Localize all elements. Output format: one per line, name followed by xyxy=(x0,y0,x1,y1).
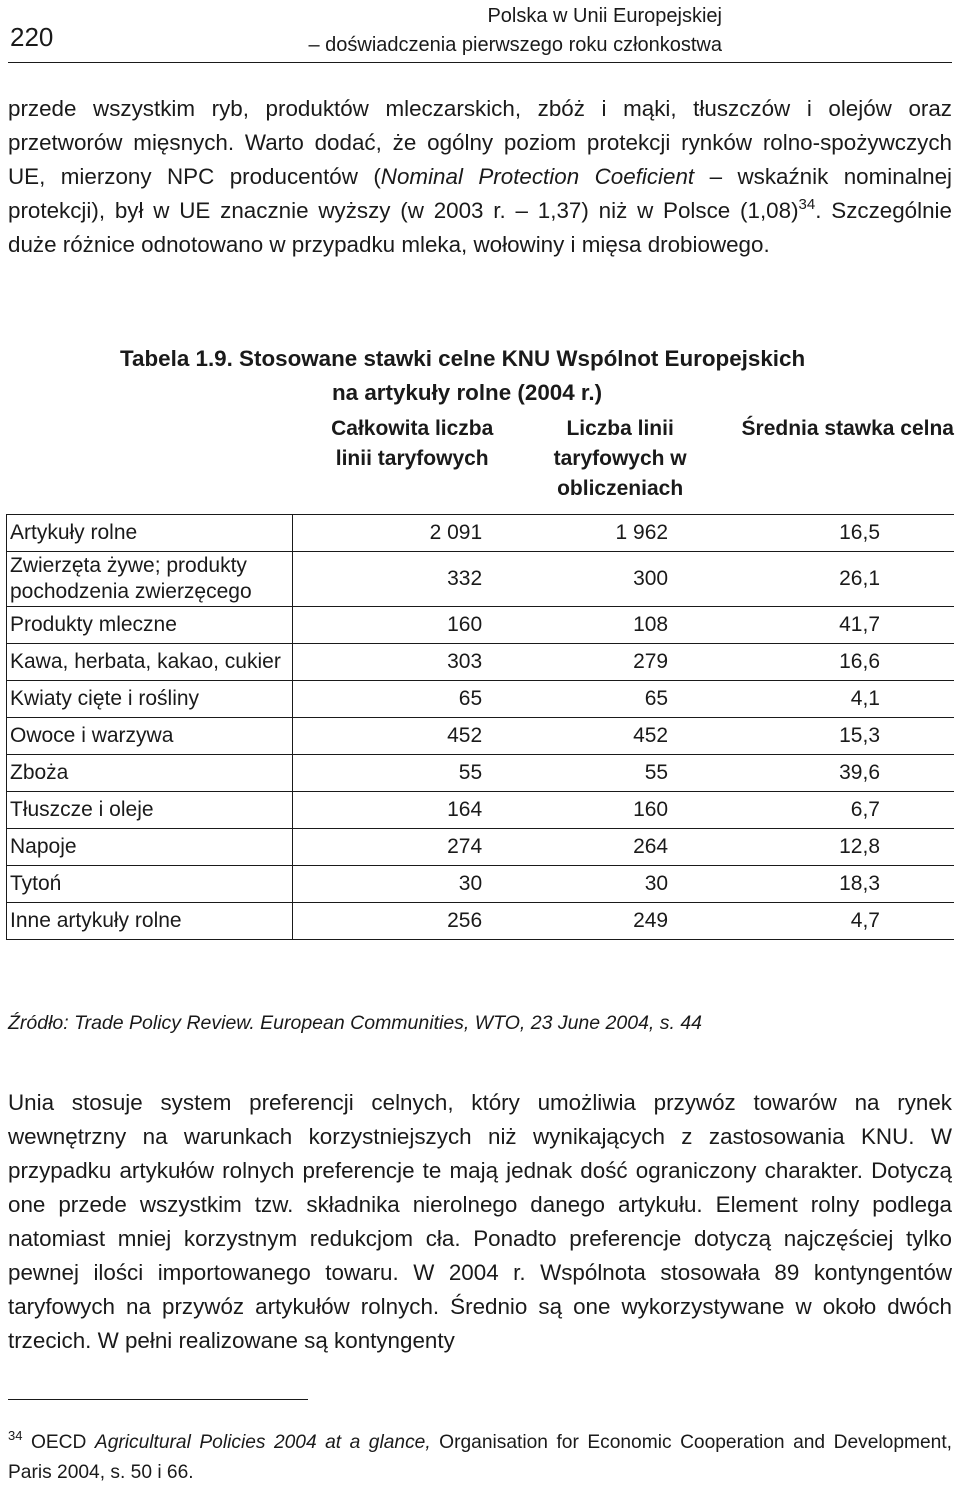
table-row xyxy=(7,681,955,718)
row-avg-rate: 16,6 xyxy=(732,644,954,681)
row-counted-lines: 30 xyxy=(502,866,732,903)
row-label: Produkty mleczne xyxy=(7,607,293,644)
row-label: Tytoń xyxy=(7,866,293,903)
row-counted-lines: 160 xyxy=(502,792,732,829)
row-avg-rate: 18,3 xyxy=(732,866,954,903)
paragraph-text: . Szczególnie duże różnice odnotowano w przypadku mleka, wołowiny i mięsa drobiowego. xyxy=(8,198,952,257)
row-avg-rate: 4,1 xyxy=(732,681,954,718)
page-header xyxy=(8,0,952,62)
row-counted-lines: 249 xyxy=(502,903,732,940)
table-row xyxy=(7,607,955,644)
footnote-text: OECD xyxy=(22,1432,95,1453)
table-row xyxy=(7,903,955,940)
row-avg-rate: 16,5 xyxy=(732,515,954,552)
table-row xyxy=(7,755,955,792)
footnote-number: 34 xyxy=(8,1428,23,1443)
row-avg-rate: 39,6 xyxy=(732,755,954,792)
paragraph-intro xyxy=(8,92,952,262)
row-counted-lines: 1 962 xyxy=(502,515,732,552)
row-avg-rate: 6,7 xyxy=(732,792,954,829)
row-total-lines: 452 xyxy=(292,718,502,755)
row-counted-lines: 55 xyxy=(502,755,732,792)
table-header-row xyxy=(7,414,955,515)
row-label: Napoje xyxy=(7,829,293,866)
table-row xyxy=(7,515,955,552)
footnote-italic-title: Agricultural Policies 2004 at a glance, xyxy=(94,1432,431,1453)
row-total-lines: 303 xyxy=(292,644,502,681)
page-number: 220 xyxy=(10,22,54,52)
row-label: Kawa, herbata, kakao, cukier xyxy=(7,644,293,681)
tariff-table xyxy=(6,414,954,940)
row-avg-rate: 26,1 xyxy=(732,552,954,607)
row-label: Artykuły rolne xyxy=(7,515,293,552)
row-avg-rate: 4,7 xyxy=(732,903,954,940)
running-head-line1: Polska w Unii Europejskiej xyxy=(487,5,722,27)
table-row xyxy=(7,829,955,866)
row-total-lines: 2 091 xyxy=(292,515,502,552)
row-counted-lines: 300 xyxy=(502,552,732,607)
table-caption-line1: Tabela 1.9. Stosowane stawki celne KNU Wspólnot Europejskich xyxy=(120,346,806,371)
paragraph-text: – wskaźnik nominalnej protekcji), był w UE znacznie wyższy (w 2003 r. – 1,37) niż w Polsce (1,08) xyxy=(8,164,952,223)
row-avg-rate: 12,8 xyxy=(732,829,954,866)
footnote-ref[interactable]: 34 xyxy=(798,196,816,213)
paragraph-preferences: Unia stosuje system preferencji celnych, który umożliwia przywóz towarów na rynek wewnętrzny na warunkach korzystniejszych niż wynikających z zastosowania KNU. W przypadku artykułów rolnych preferencje te mają jednak dość ograniczony charakter. Dotyczą one przede wszystkim tzw. składnika nierolnego danego artykułu. Element rolny podlega natomiast mniej korzystnym redukcjom cła. Ponadto preferencje dotyczą najczęściej tylko pewnej ilości importowanego towaru. W 2004 r. Wspólnota stosowała 89 kontyngentów taryfowych na przywóz artykułów rolnych. Średnio są one wykorzystywane w około dwóch trzecich. W pełni realizowane są kontyngenty xyxy=(8,1090,952,1353)
row-total-lines: 55 xyxy=(292,755,502,792)
row-counted-lines: 452 xyxy=(502,718,732,755)
row-counted-lines: 108 xyxy=(502,607,732,644)
row-avg-rate: 41,7 xyxy=(732,607,954,644)
row-counted-lines: 65 xyxy=(502,681,732,718)
row-total-lines: 274 xyxy=(292,829,502,866)
footnote-text: Organisation for Economic Cooperation and Development, Paris 2004, s. 50 i 66. xyxy=(8,1432,952,1483)
row-label: Zwierzęta żywe; produkty pochodzenia zwierzęcego xyxy=(7,552,293,607)
table-row xyxy=(7,792,955,829)
footnote-rule xyxy=(8,1399,308,1400)
row-avg-rate: 15,3 xyxy=(732,718,954,755)
paragraph-italic-term: Nominal Protection Coeficient xyxy=(380,164,695,189)
table-row xyxy=(7,644,955,681)
row-total-lines: 332 xyxy=(292,552,502,607)
header-rule xyxy=(8,62,952,63)
row-label: Kwiaty cięte i rośliny xyxy=(7,681,293,718)
row-counted-lines: 264 xyxy=(502,829,732,866)
row-label: Owoce i warzywa xyxy=(7,718,293,755)
header-avg-rate: Średnia stawka celna xyxy=(741,417,954,440)
running-head xyxy=(308,2,722,60)
row-label: Zboża xyxy=(7,755,293,792)
table-row xyxy=(7,866,955,903)
footnote xyxy=(8,1428,952,1488)
header-category xyxy=(7,414,293,515)
table-source: Źródło: Trade Policy Review. European Communities, WTO, 23 June 2004, s. 44 xyxy=(8,1012,703,1034)
row-total-lines: 65 xyxy=(292,681,502,718)
header-counted-lines: Liczba linii taryfowych w obliczeniach xyxy=(553,417,687,500)
header-total-lines: Całkowita liczba linii taryfowych xyxy=(331,417,494,470)
row-counted-lines: 279 xyxy=(502,644,732,681)
running-head-line2: – doświadczenia pierwszego roku członkostwa xyxy=(308,34,722,56)
row-total-lines: 160 xyxy=(292,607,502,644)
table-caption xyxy=(120,342,840,410)
row-total-lines: 256 xyxy=(292,903,502,940)
row-total-lines: 164 xyxy=(292,792,502,829)
row-label: Inne artykuły rolne xyxy=(7,903,293,940)
row-label: Tłuszcze i oleje xyxy=(7,792,293,829)
row-total-lines: 30 xyxy=(292,866,502,903)
table-caption-line2: na artykuły rolne (2004 r.) xyxy=(332,380,603,405)
table-row xyxy=(7,718,955,755)
paragraph-text: przede wszystkim ryb, produktów mleczarskich, zbóż i mąki, tłuszczów i olejów oraz przetworów mięsnych. Warto dodać, że ogólny poziom protekcji rynków rolno-spożywczych UE, mierzony NPC producentów ( xyxy=(8,96,952,189)
table-row xyxy=(7,552,955,607)
